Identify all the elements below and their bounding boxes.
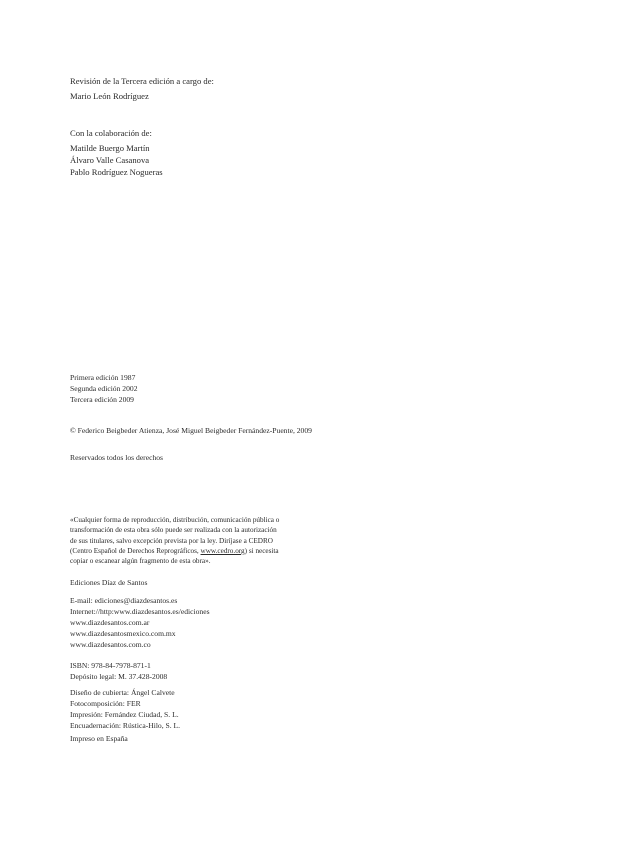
cedro-link[interactable]: www.cedro.org xyxy=(200,546,245,555)
edition-line: Primera edición 1987 xyxy=(70,373,136,382)
edition-line: Tercera edición 2009 xyxy=(70,395,134,404)
collaborator-name: Matilde Buergo Martín xyxy=(70,143,150,153)
rights-line xyxy=(70,452,163,463)
revision-name: Mario León Rodríguez xyxy=(70,91,149,101)
notice-line: transformación de esta obra sólo puede ser realizada con la autorización xyxy=(70,526,277,535)
reproduction-notice xyxy=(70,515,279,566)
credit-line: Impresión: Fernández Ciudad, S. L. xyxy=(70,710,179,719)
isbn: ISBN: 978-84-7978-871-1 xyxy=(70,661,151,670)
collaborator-name: Álvaro Valle Casanova xyxy=(70,155,150,165)
notice-text: ) si necesita xyxy=(244,546,279,555)
notice-line: de sus titulares, salvo excepción prevista por la ley. Diríjase a CEDRO xyxy=(70,536,273,545)
credits-block xyxy=(70,687,180,731)
copyright-text: © Federico Beigbeder Atienza, José Miguel Beigbeder Fernández-Puente, 2009 xyxy=(70,426,312,435)
collaboration-heading: Con la colaboración de: xyxy=(70,128,152,138)
notice-line: copiar o escanear algún fragmento de esta obra». xyxy=(70,557,211,566)
deposito-legal: Depósito legal: M. 37.428-2008 xyxy=(70,672,168,681)
copyright-line xyxy=(70,425,312,436)
contact-website: www.diazdesantos.com.ar xyxy=(70,618,150,627)
credit-line: Encuadernación: Rústica-Hilo, S. L. xyxy=(70,721,181,730)
collaboration-block xyxy=(70,127,163,178)
publisher-name: Ediciones Díaz de Santos xyxy=(70,578,148,587)
contact-website: www.diazdesantosmexico.com.mx xyxy=(70,629,176,638)
credit-line: Fotocomposición: FER xyxy=(70,699,141,708)
revision-heading: Revisión de la Tercera edición a cargo de: xyxy=(70,76,214,86)
contact-website: www.diazdesantos.com.co xyxy=(70,640,151,649)
contacts-block xyxy=(70,595,210,650)
isbn-block xyxy=(70,660,167,682)
printed-in: Impreso en España xyxy=(70,734,128,743)
credit-line: Diseño de cubierta: Ángel Calvete xyxy=(70,688,175,697)
edition-line: Segunda edición 2002 xyxy=(70,384,138,393)
notice-line: «Cualquier forma de reproducción, distribución, comunicación pública o xyxy=(70,516,280,524)
publisher-line xyxy=(70,577,147,588)
revision-block xyxy=(70,75,214,102)
notice-line xyxy=(70,546,279,556)
printed-line xyxy=(70,733,128,744)
contact-website: Internet://http:www.diazdesantos.es/ediciones xyxy=(70,607,210,616)
rights-text: Reservados todos los derechos xyxy=(70,453,164,462)
editions-block xyxy=(70,372,138,405)
collaborator-name: Pablo Rodríguez Nogueras xyxy=(70,167,163,177)
notice-text: (Centro Español de Derechos Reprográficos, xyxy=(70,546,201,555)
contact-email: E-mail: ediciones@diazdesantos.es xyxy=(70,596,178,605)
